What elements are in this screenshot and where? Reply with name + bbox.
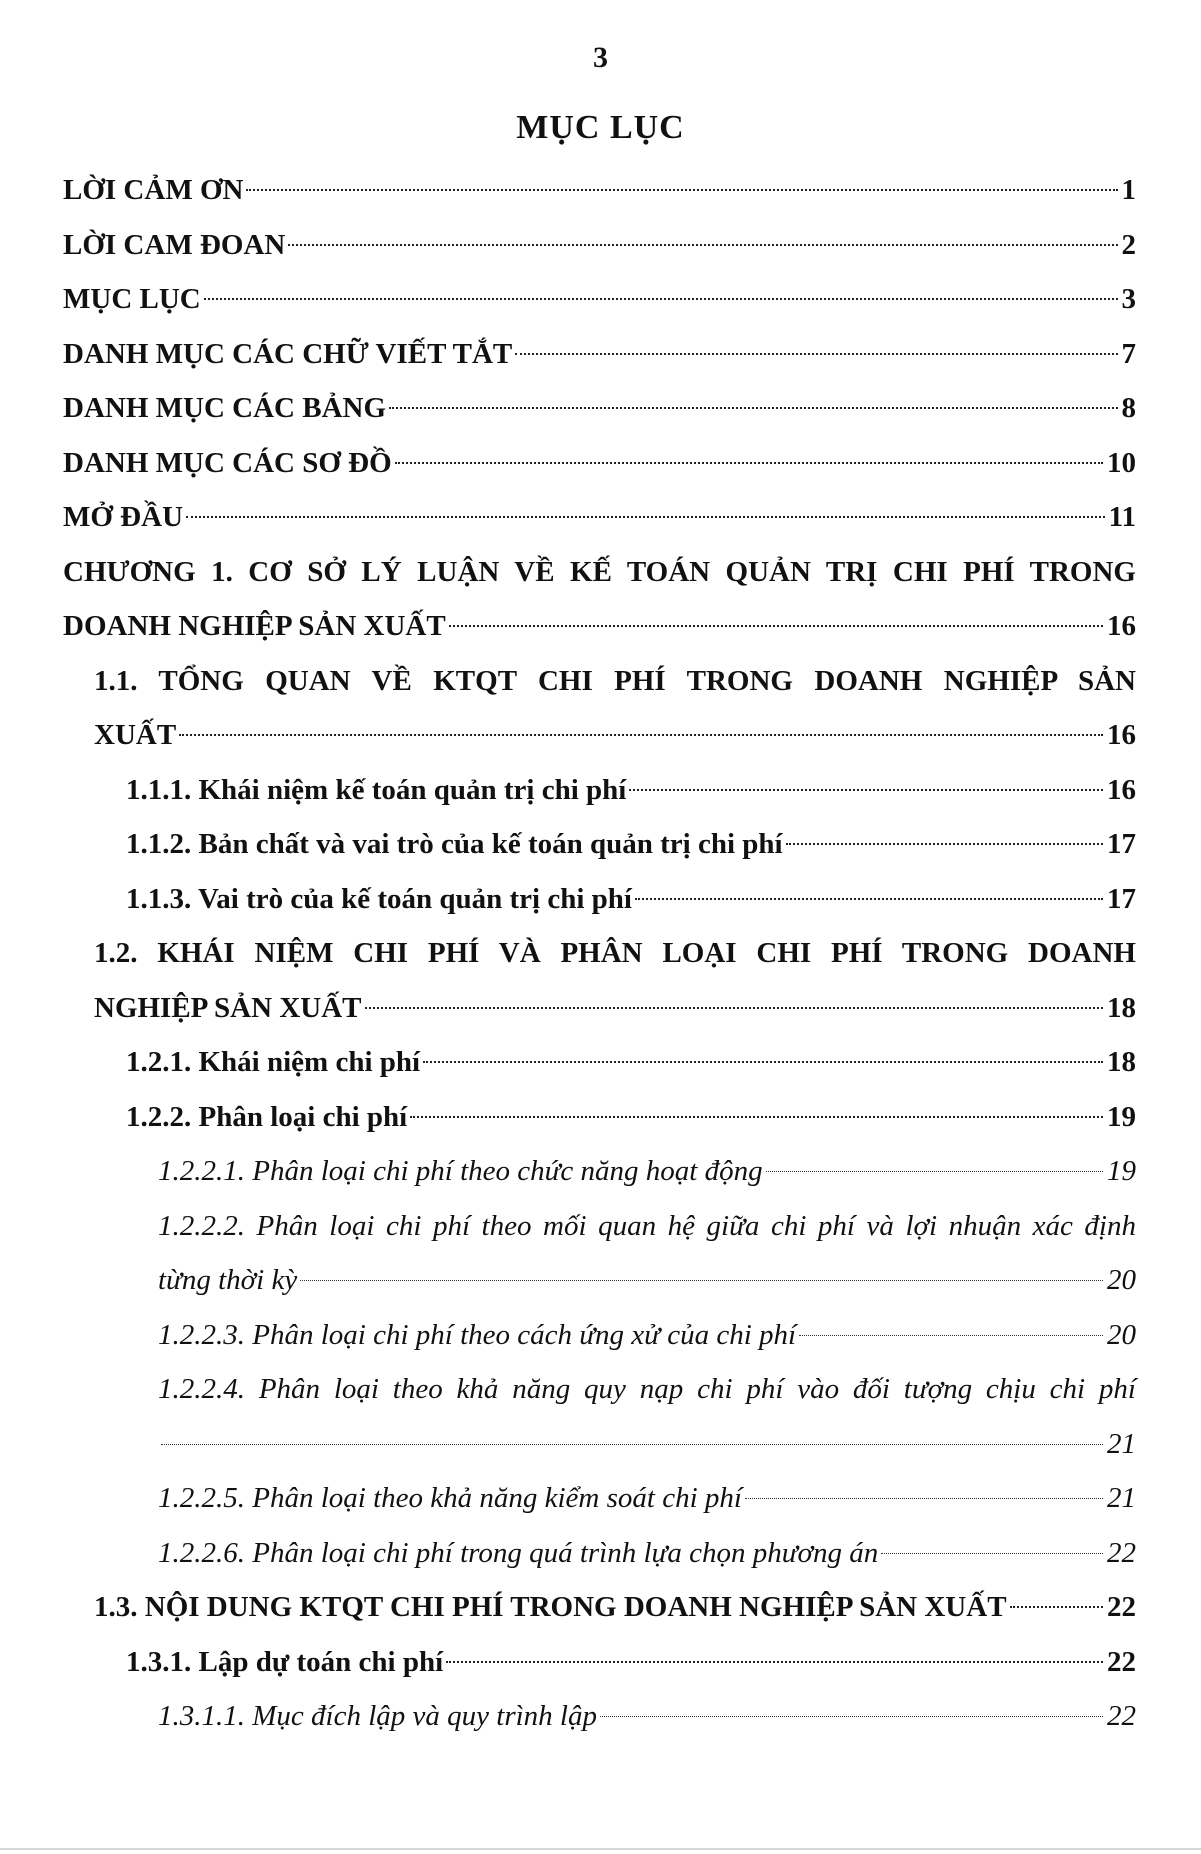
toc-entry[interactable] [126,817,1136,872]
toc-entry-label: 1.1.3. Vai trò của kế toán quản trị chi phí [126,882,632,915]
toc-entry-page: 19 [1107,1155,1136,1187]
toc-entry-label: NGHIỆP SẢN XUẤT [94,991,362,1024]
toc-entry-label: 1.2.2.5. Phân loại theo khả năng kiểm soát chi phí [158,1482,742,1514]
dot-leader [179,734,1103,736]
toc-entry-line [63,490,1136,545]
toc-entry-line [63,436,1136,491]
toc-entry[interactable] [158,1199,1136,1308]
toc-entry-label: từng thời kỳ [158,1264,298,1296]
table-of-contents [0,163,1201,1744]
toc-entry-page: 22 [1107,1700,1136,1732]
toc-entry-page: 17 [1107,828,1136,860]
toc-entry-page: 16 [1107,610,1136,642]
dot-leader [1010,1606,1103,1608]
toc-entry[interactable] [126,763,1136,818]
toc-entry-line [63,163,1136,218]
toc-entry-page: 20 [1107,1318,1136,1351]
dot-leader [423,1061,1103,1063]
toc-entry-page: 21 [1107,1427,1136,1460]
toc-entry-label: MỞ ĐẦU [63,501,184,533]
dot-leader [395,462,1103,464]
toc-entry-line [158,1417,1136,1472]
dot-leader [600,1716,1103,1717]
toc-entry-label: 1.2.1. Khái niệm chi phí [126,1046,421,1078]
toc-entry-title: 1.2.2.4. Phân loại theo khả năng quy nạp chi phí vào đối tượng chịu chi phí [158,1373,1136,1405]
toc-entry-label: LỜI CẢM ƠN [63,174,244,206]
dot-leader [204,298,1118,300]
toc-entry-label: 1.2.2.1. Phân loại chi phí theo chức năng hoạt động [158,1155,763,1187]
dot-leader [766,1171,1103,1172]
toc-entry-label: MỤC LỤC [63,283,201,315]
toc-entry-line [158,1253,1136,1308]
toc-entry-label: DANH MỤC CÁC SƠ ĐỒ [63,446,392,479]
dot-leader [246,189,1117,191]
toc-entry[interactable] [126,872,1136,927]
toc-entry-page: 22 [1107,1645,1136,1678]
toc-entry-page: 22 [1107,1536,1136,1569]
toc-entry-title: 1.1. TỔNG QUAN VỀ KTQT CHI PHÍ TRONG DOANH NGHIỆP SẢN [94,664,1136,697]
toc-entry[interactable] [63,272,1136,327]
toc-entry[interactable] [63,545,1136,654]
toc-entry-line [63,272,1136,327]
toc-entry[interactable] [126,1035,1136,1090]
toc-entry[interactable] [94,654,1136,763]
toc-entry-line [126,1035,1136,1090]
toc-entry-line [158,1471,1136,1526]
toc-entry[interactable] [126,1635,1136,1690]
toc-entry-line [94,708,1136,763]
toc-entry-page: 22 [1107,1591,1136,1623]
toc-entry[interactable] [158,1689,1136,1744]
toc-entry-page: 19 [1107,1100,1136,1133]
toc-entry[interactable] [126,1090,1136,1145]
toc-entry-label: LỜI CAM ĐOAN [63,228,286,261]
toc-entry[interactable] [158,1526,1136,1581]
toc-entry-line [158,1526,1136,1581]
toc-entry-title: 1.2.2.2. Phân loại chi phí theo mối quan hệ giữa chi phí và lợi nhuận xác định [158,1209,1136,1242]
toc-entry-line [63,327,1136,382]
toc-entry[interactable] [63,218,1136,273]
toc-entry[interactable] [63,327,1136,382]
toc-entry-page: 11 [1108,501,1136,533]
toc-entry-line [158,1689,1136,1744]
toc-entry-label: 1.3. NỘI DUNG KTQT CHI PHÍ TRONG DOANH NGHIỆP SẢN XUẤT [94,1591,1007,1623]
toc-entry-line [126,1090,1136,1145]
toc-entry-page: 18 [1107,991,1136,1024]
toc-entry-page: 1 [1121,174,1136,206]
toc-entry-line [63,599,1136,654]
toc-entry-label: 1.2.2.6. Phân loại chi phí trong quá trình lựa chọn phương án [158,1536,879,1569]
toc-entry[interactable] [94,1580,1136,1635]
toc-entry-label: XUẤT [94,719,177,751]
toc-entry-line [94,981,1136,1036]
toc-entry-page: 2 [1121,228,1136,261]
toc-entry[interactable] [63,381,1136,436]
toc-entry-page: 18 [1107,1046,1136,1078]
toc-entry-label: 1.1.2. Bản chất và vai trò của kế toán quản trị chi phí [126,828,783,860]
toc-entry-label: DOANH NGHIỆP SẢN XUẤT [63,610,446,642]
toc-entry-line [126,1635,1136,1690]
dot-leader [449,625,1103,627]
toc-entry-label: 1.2.2.3. Phân loại chi phí theo cách ứng xử của chi phí [158,1318,797,1351]
dot-leader [881,1553,1103,1554]
toc-entry-page: 3 [1121,283,1136,315]
dot-leader [288,244,1117,246]
dot-leader [745,1498,1103,1499]
toc-entry-label: DANH MỤC CÁC BẢNG [63,392,387,424]
toc-entry-line [63,381,1136,436]
dot-leader [629,789,1103,791]
toc-entry-line [126,763,1136,818]
dot-leader [515,353,1117,355]
dot-leader [799,1335,1103,1336]
toc-entry-page: 8 [1121,392,1136,424]
dot-leader [300,1280,1103,1281]
dot-leader [161,1444,1103,1445]
toc-entry[interactable] [158,1362,1136,1471]
toc-entry-page: 10 [1107,446,1136,479]
toc-entry-page: 16 [1107,773,1136,806]
toc-entry-line [94,1580,1136,1635]
toc-entry-page: 16 [1107,719,1136,751]
toc-entry-label: 1.2.2. Phân loại chi phí [126,1100,408,1133]
toc-entry-label: 1.1.1. Khái niệm kế toán quản trị chi phí [126,773,627,806]
toc-entry[interactable] [158,1308,1136,1363]
toc-entry-label: 1.3.1.1. Mục đích lập và quy trình lập [158,1700,597,1732]
toc-entry-title: CHƯƠNG 1. CƠ SỞ LÝ LUẬN VỀ KẾ TOÁN QUẢN TRỊ CHI PHÍ TRONG [63,555,1136,588]
toc-entry[interactable] [63,163,1136,218]
toc-entry-page: 7 [1121,337,1136,370]
dot-leader [786,843,1103,845]
dot-leader [635,898,1103,900]
dot-leader [365,1007,1104,1009]
toc-title: MỤC LỤC [516,109,685,146]
toc-entry-page: 20 [1107,1264,1136,1296]
page-number: 3 [593,41,608,74]
toc-entry-page: 17 [1107,882,1136,915]
toc-entry[interactable] [158,1471,1136,1526]
toc-entry-line [158,1144,1136,1199]
toc-entry-label: DANH MỤC CÁC CHỮ VIẾT TẮT [63,337,513,370]
bottom-rule [0,1848,1201,1850]
toc-entry[interactable] [158,1144,1136,1199]
toc-entry[interactable] [94,926,1136,1035]
toc-entry-line [126,817,1136,872]
dot-leader [446,1661,1103,1663]
toc-entry-line [126,872,1136,927]
toc-entry[interactable] [63,490,1136,545]
dot-leader [389,407,1117,409]
toc-entry-title: 1.2. KHÁI NIỆM CHI PHÍ VÀ PHÂN LOẠI CHI PHÍ TRONG DOANH [94,937,1136,969]
dot-leader [410,1116,1103,1118]
toc-entry[interactable] [63,436,1136,491]
toc-entry-line [63,218,1136,273]
toc-entry-label: 1.3.1. Lập dự toán chi phí [126,1645,444,1678]
dot-leader [186,516,1105,518]
toc-entry-line [158,1308,1136,1363]
toc-entry-page: 21 [1107,1482,1136,1514]
